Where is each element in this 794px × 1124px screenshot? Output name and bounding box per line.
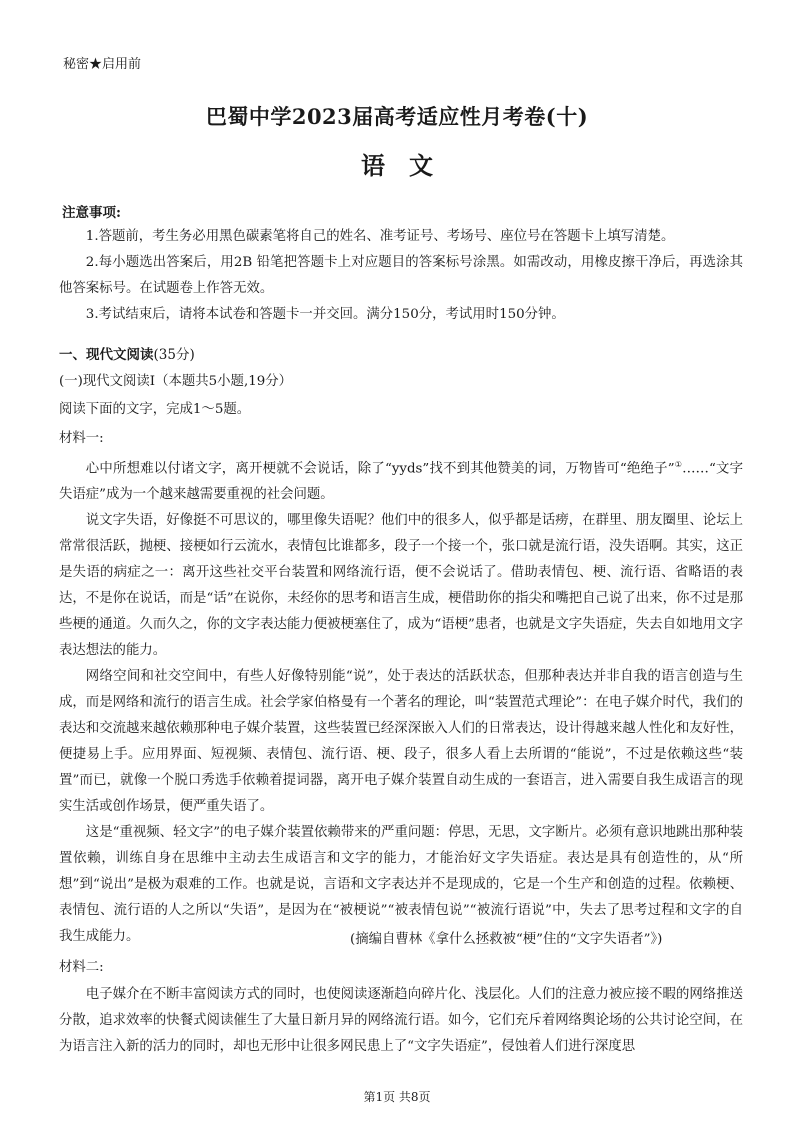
material-2-paragraph: 电子媒介在不断丰富阅读方式的同时，也使阅读逐渐趋向碎片化、浅层化。人们的注意力被应接不暇的网络推送分散，追求效率的快餐式阅读催生了大量日新月异的网络流行语。如今，它们充斥着网络舆论场的公共讨论空间，在为语言注入新的活力的同时，却也无形中让很多网民患上了“文字失语症”，侵蚀着人们进行深度思 — [59, 987, 743, 1054]
material-1-paragraph: 这是“重视频、轻文字”的电子媒介装置依赖带来的严重问题：停思，无思，文字断片。必须有意识地跳出那种装置依赖，训练自身在思维中主动去生成语言和文字的能力，才能治好文字失语症。表达是具有创造性的，从“所想”到“说出”是极为艰难的工作。也就是说，言语和文字表达并不是现成的，它是一个生产和创造的过程。依赖梗、表情包、流行语的人之所以“失语”，是因为在“被梗说”“被表情包说”“被流行语说”中，失去了思考过程和文字的自我生成能力。 — [59, 825, 743, 945]
material-2-label: 材料二: — [59, 960, 104, 975]
section-title: 一、现代文阅读 — [59, 347, 154, 363]
footnote-marker: ① — [674, 460, 683, 469]
notice-item: 2.每小题选出答案后，用2B 铅笔把答题卡上对应题目的答案标号涂黑。如需改动，用橡皮擦干净后，再选涂其他答案标号。在试题卷上作答无效。 — [59, 255, 743, 296]
section-heading — [59, 343, 195, 363]
exam-title: 巴蜀中学2023届高考适应性月考卷(十) — [205, 104, 589, 129]
material-1-paragraph: 心中所想难以付诸文字，离开梗就不会说话，除了“yyds”找不到其他赞美的词，万物皆可“绝绝子”①……“文字失语症”成为一个越来越需要重视的社会问题。 — [59, 460, 743, 503]
section-score: (35分) — [153, 347, 195, 363]
sub-section-heading: (一)现代文阅读Ⅰ（本题共5小题,19分） — [59, 374, 293, 389]
confidential-label: 秘密★启用前 — [63, 57, 142, 72]
material-1-paragraph: 网络空间和社交空间中，有些人好像特别能“说”，处于表达的活跃状态，但那种表达并非自我的语言创造与生成，而是网络和流行的语言生成。社会学家伯格曼有一个著名的理论，叫“装置范式理论”：在电子媒介时代，我们的表达和交流越来越依赖那种电子媒介装置，这些装置已经深深嵌入人们的日常表达，设计得越来越人性化和友好性，便捷易上手。应用界面、短视频、表情包、流行语、梗、段子，很多人看上去所谓的“能说”，不过是依赖这些“装置”而已，就像一个脱口秀选手依赖着提词器，离开电子媒介装置自动生成的一套语言，进入需要自我生成语言的现实生活或创作场景，便严重失语了。 — [59, 669, 743, 815]
material-1-paragraph: 说文字失语，好像挺不可思议的，哪里像失语呢？他们中的很多人，似乎都是话痨，在群里、朋友圈里、论坛上常常很活跃，抛梗、接梗如行云流水，表情包比谁都多，段子一个接一个，张口就是流行语，没失语啊。其实，这正是失语的病症之一：离开这些社交平台装置和网络流行语，便不会说话了。借助表情包、梗、流行语、省略语的表达，不是你在说话，而是“话”在说你，未经你的思考和语言生成，梗借助你的指尖和嘴把自己说了出来，你不过是那些梗的通道。久而久之，你的文字表达能力便被梗塞住了，成为“语梗”患者，也就是文字失语症，失去自如地用文字表达想法的能力。 — [59, 513, 743, 659]
material-1-source: (摘编自曹林《拿什么拯救被“梗”住的“文字失语者”》) — [350, 932, 663, 947]
notice-list — [59, 224, 743, 328]
notice-heading: 注意事项: — [62, 205, 121, 221]
reading-instruction: 阅读下面的文字，完成1～5题。 — [59, 402, 251, 417]
notice-item: 3.考试结束后，请将本试卷和答题卡一并交回。满分150分，考试用时150分钟。 — [85, 307, 565, 322]
subject-title: 语文 — [361, 151, 457, 180]
notice-item: 1.答题前，考生务必用黑色碳素笔将自己的姓名、准考证号、考场号、座位号在答题卡上填写清楚。 — [85, 229, 675, 244]
material-1-text — [59, 452, 743, 950]
page-footer: 第1页 共8页 — [363, 1090, 431, 1104]
material-2-text — [59, 982, 743, 1060]
material-1-label: 材料一: — [59, 431, 104, 446]
